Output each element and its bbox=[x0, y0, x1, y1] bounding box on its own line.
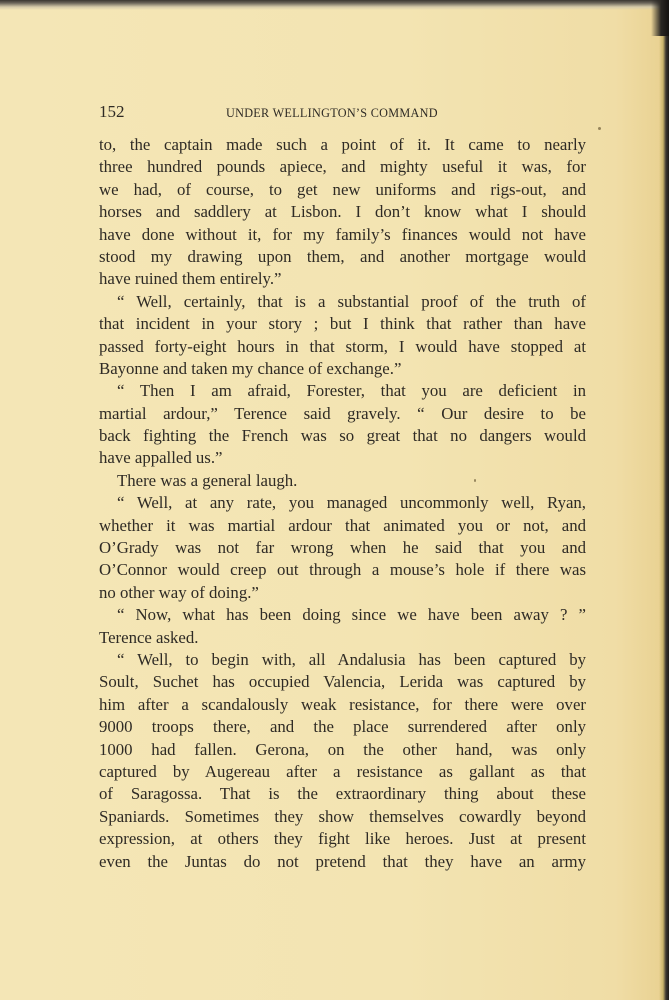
text-line: captured by Augereau after a resistance as gallant as that bbox=[99, 761, 586, 781]
text-line: have ruined them entirely.” bbox=[99, 269, 282, 289]
paper-speck bbox=[474, 479, 476, 482]
body-text bbox=[99, 134, 586, 873]
text-line: “ Well, certainly, that is a substantial proof of the truth of bbox=[117, 291, 586, 311]
page-binding-shadow bbox=[659, 0, 669, 1000]
text-line: “ Well, to begin with, all Andalusia has been captured by bbox=[117, 649, 586, 669]
text-line: Soult, Suchet has occupied Valencia, Lerida was captured by bbox=[99, 672, 586, 692]
page-corner-shadow bbox=[651, 0, 669, 36]
text-line: martial ardour,” Terence said gravely. “ Our desire to be bbox=[99, 403, 586, 423]
text-line: “ Now, what has been doing since we have been away ? ” bbox=[117, 605, 586, 625]
paper-speck bbox=[598, 127, 601, 130]
text-line: have done without it, for my family’s finances would not have bbox=[99, 224, 586, 244]
text-line: him after a scandalously weak resistance, for there were over bbox=[99, 694, 586, 714]
text-line: no other way of doing.” bbox=[99, 582, 259, 602]
text-line: passed forty-eight hours in that storm, I would have stopped at bbox=[99, 336, 586, 356]
text-line: that incident in your story ; but I think that rather than have bbox=[99, 314, 586, 334]
text-line: O’Grady was not far wrong when he said that you and bbox=[99, 538, 586, 558]
text-line: even the Juntas do not pretend that they have an army bbox=[99, 851, 586, 871]
text-line: have appalled us.” bbox=[99, 448, 223, 468]
text-line: expression, at others they fight like heroes. Just at present bbox=[99, 829, 586, 849]
page-header bbox=[99, 101, 465, 123]
text-line: “ Well, at any rate, you managed uncommonly well, Ryan, bbox=[117, 493, 586, 513]
text-line: Terence asked. bbox=[99, 627, 199, 647]
text-line: O’Connor would creep out through a mouse’s hole if there was bbox=[99, 560, 586, 580]
text-line: stood my drawing upon them, and another mortgage would bbox=[99, 246, 586, 266]
page-top-shadow bbox=[0, 0, 669, 10]
text-line: horses and saddlery at Lisbon. I don’t know what I should bbox=[99, 202, 586, 222]
page-number: 152 bbox=[99, 102, 125, 121]
text-line: 9000 troops there, and the place surrendered after only bbox=[99, 717, 586, 737]
running-head: UNDER WELLINGTON’S COMMAND bbox=[226, 106, 438, 120]
text-line: There was a general laugh. bbox=[117, 470, 298, 490]
text-line: three hundred pounds apiece, and mighty useful it was, for bbox=[99, 157, 586, 177]
text-line: “ Then I am afraid, Forester, that you are deficient in bbox=[117, 381, 586, 401]
text-line: Spaniards. Sometimes they show themselves cowardly beyond bbox=[99, 806, 586, 826]
text-line: whether it was martial ardour that animated you or not, and bbox=[99, 515, 586, 535]
text-line: 1000 had fallen. Gerona, on the other hand, was only bbox=[99, 739, 586, 759]
text-line: back fighting the French was so great that no dangers would bbox=[99, 426, 586, 446]
text-line: we had, of course, to get new uniforms and rigs-out, and bbox=[99, 179, 586, 199]
text-line: to, the captain made such a point of it. It came to nearly bbox=[99, 135, 586, 154]
text-line: of Saragossa. That is the extraordinary thing about these bbox=[99, 784, 586, 804]
text-line: Bayonne and taken my chance of exchange.” bbox=[99, 358, 402, 378]
